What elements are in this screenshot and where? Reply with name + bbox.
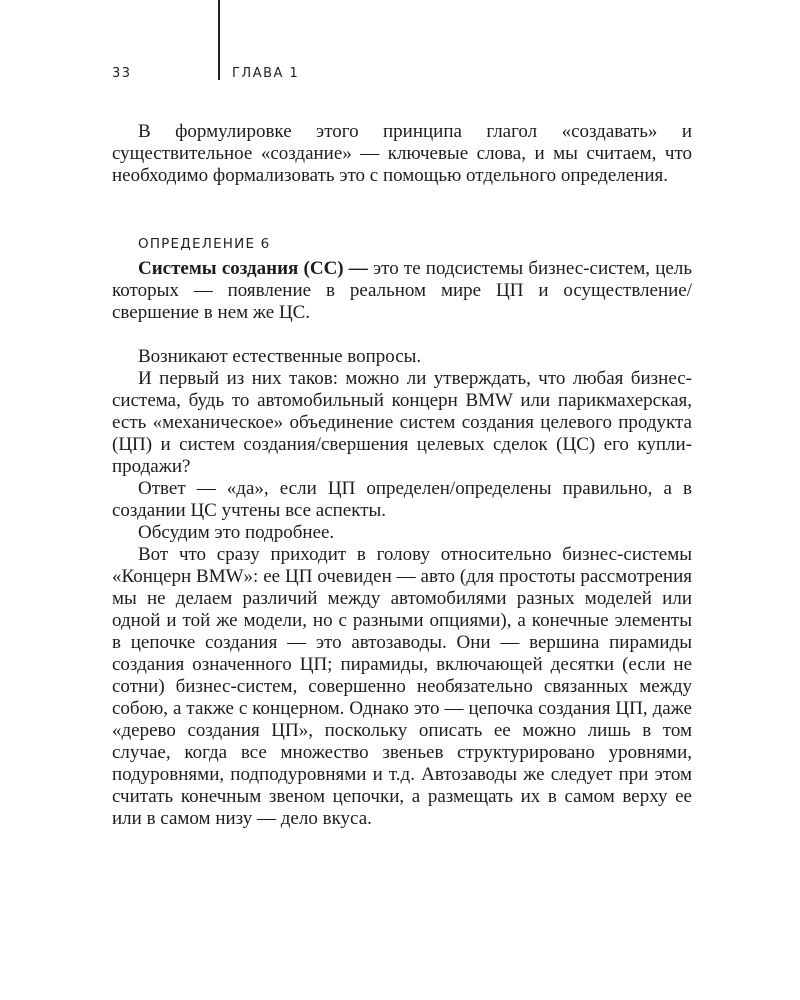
definition-term: Системы создания (СС) — [138, 258, 368, 279]
body-paragraph: Обсудим это подробнее. [138, 522, 335, 543]
page-number: 33 [112, 66, 132, 81]
intro-paragraph: В формулировке этого принципа глагол «создавать» и существительное «создание» — ключевые слова, и мы считаем, что необходимо формализовать это с помощью отдельного определения. [112, 121, 692, 186]
header-divider [218, 0, 220, 80]
definition-heading: ОПРЕДЕЛЕНИЕ 6 [138, 236, 271, 252]
chapter-label: ГЛАВА 1 [232, 66, 300, 81]
definition-text: это те подсистемы бизнес-систем, цель которых — появление в реальном мире ЦП и осуществление/свершение в нем же ЦС. [112, 258, 692, 323]
body-paragraph: Вот что сразу приходит в голову относительно бизнес-системы «Концерн BMW»: ее ЦП очевиден — авто (для простоты рассмотрения мы не делаем различий между автомобилями разных моделей или одной и той же модели, но с разными опциями), а конечные элементы в цепочке создания — это автозаводы. Они — вершина пирамиды создания означенного ЦП; пирамиды, включающей десятки (если не сотни) бизнес-систем, совершенно необязательно связанных между собою, а также с концерном. Однако это — цепочка создания ЦП, даже «дерево создания ЦП», поскольку описать ее можно лишь в том случае, когда все множество звеньев структурировано уровнями, подуровнями, подподуровнями и т.д. Автозаводы же следует при этом считать конечным звеном цепочки, а размещать их в самом верху ее или в самом низу — дело вкуса. [112, 544, 692, 829]
intro-block [112, 121, 692, 187]
main-text-block [112, 346, 692, 830]
body-paragraph: И первый из них таков: можно ли утверждать, что любая бизнес-система, будь то автомобильный концерн BMW или парикмахерская, есть «механическое» объединение систем создания целевого продукта (ЦП) и систем создания/свершения целевых сделок (ЦС) его купли-продажи? [112, 368, 692, 477]
definition-block [112, 258, 692, 324]
definition-paragraph [112, 258, 692, 324]
body-paragraph: Возникают естественные вопросы. [138, 346, 422, 367]
body-paragraph: Ответ — «да», если ЦП определен/определены правильно, а в создании ЦС учтены все аспекты. [112, 478, 692, 521]
